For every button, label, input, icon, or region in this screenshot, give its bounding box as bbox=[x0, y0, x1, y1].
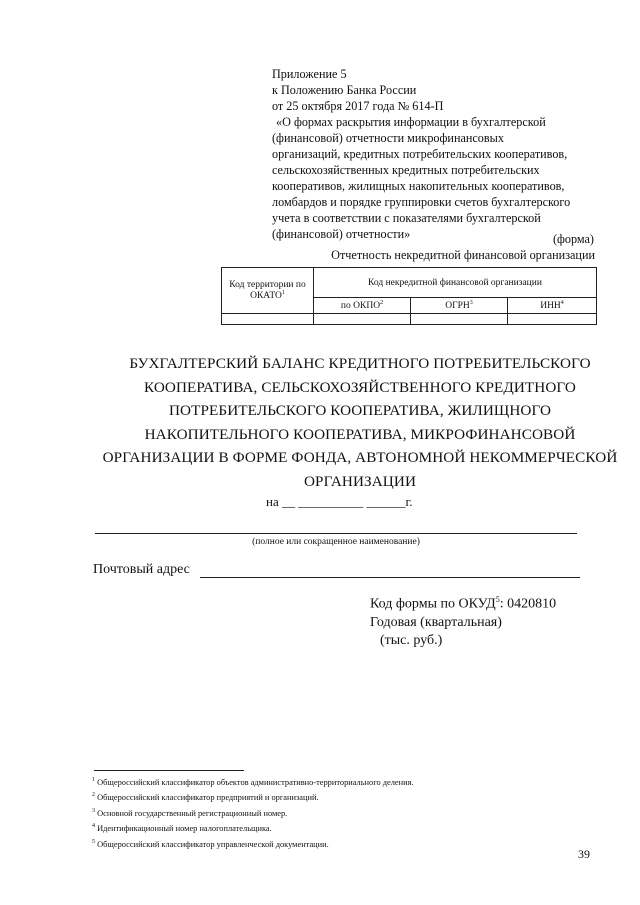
document-title: БУХГАЛТЕРСКИЙ БАЛАНС КРЕДИТНОГО ПОТРЕБИТЕЛЬСКОГО КООПЕРАТИВА, СЕЛЬСКОХОЗЯЙСТВЕННОГО КРЕДИТНОГО ПОТРЕБИТЕЛЬСКОГО КООПЕРАТИВА, ЖИЛИЩНОГО НАКОПИТЕЛЬНОГО КООПЕРАТИВА, МИКРОФИНАНСОВОЙ ОРГАНИЗАЦИИ В ФОРМЕ ФОНДА, АВТОНОМНОЙ НЕКОММЕРЧЕСКОЙ ОРГАНИЗАЦИИ bbox=[102, 355, 618, 490]
header-line: организаций, кредитных потребительских кооперативов, bbox=[272, 147, 568, 161]
footnote-number: 5 bbox=[92, 838, 95, 845]
territory-code-value[interactable] bbox=[222, 314, 314, 325]
header-line: от 25 октября 2017 года № 614-П bbox=[272, 99, 444, 113]
footnote-divider bbox=[94, 770, 244, 771]
okud-label: Код формы по ОКУД bbox=[370, 596, 496, 612]
okud-block bbox=[370, 591, 556, 650]
footnote-number: 4 bbox=[92, 823, 95, 830]
appendix-header bbox=[272, 66, 590, 242]
footnote-text: Идентификационный номер налогоплательщика. bbox=[97, 823, 272, 833]
footnote-number: 1 bbox=[92, 777, 95, 783]
footnote-number: 2 bbox=[92, 792, 95, 799]
footnote-number: 3 bbox=[92, 807, 95, 814]
okpo-label: по ОКПО bbox=[340, 301, 381, 312]
footnote-text: Основной государственный регистрационный номер. bbox=[97, 808, 288, 818]
footnote-ref: 4 bbox=[560, 299, 564, 306]
ogrn-label: ОГРН bbox=[445, 301, 470, 312]
org-name-caption: (полное или сокращенное наименование) bbox=[252, 537, 420, 547]
footnote-ref: 3 bbox=[469, 299, 473, 306]
header-line: к Положению Банка России bbox=[272, 83, 417, 97]
okud-period: Годовая (квартальная) bbox=[370, 614, 502, 630]
footnotes bbox=[92, 774, 414, 851]
org-code-label: Код некредитной финансовой организации bbox=[368, 277, 542, 288]
okpo-cell bbox=[314, 298, 411, 314]
header-line: ломбардов и порядке группировки счетов бухгалтерского bbox=[272, 195, 571, 209]
territory-code-cell bbox=[222, 268, 314, 314]
ogrn-value[interactable] bbox=[411, 314, 508, 325]
inn-value[interactable] bbox=[508, 314, 597, 325]
footnote bbox=[92, 836, 414, 851]
inn-label: ИНН bbox=[540, 301, 561, 312]
codes-table bbox=[221, 267, 597, 325]
footnote-ref: 5 bbox=[495, 595, 500, 604]
footnote bbox=[92, 774, 414, 789]
org-code-cell bbox=[314, 268, 597, 298]
footnote bbox=[92, 789, 414, 804]
okud-value: : 0420810 bbox=[499, 596, 557, 612]
footnote bbox=[92, 805, 414, 820]
report-date-line[interactable]: на __ __________ ______г. bbox=[266, 494, 413, 509]
okpo-value[interactable] bbox=[314, 314, 411, 325]
postal-address-label: Почтовый адрес bbox=[93, 562, 190, 577]
reporting-label: Отчетность некредитной финансовой организации bbox=[331, 248, 595, 262]
footnote-text: Общероссийский классификатор управленческой документации. bbox=[97, 839, 329, 849]
page-number: 39 bbox=[578, 847, 590, 861]
footnote-text: Общероссийский классификатор объектов административно-территориального деления. bbox=[97, 777, 414, 787]
org-name-line[interactable] bbox=[95, 533, 577, 534]
form-label: (форма) bbox=[552, 232, 594, 246]
footnote-ref: 2 bbox=[380, 299, 384, 306]
header-line: «О формах раскрытия информации в бухгалтерской bbox=[276, 115, 546, 129]
okud-units: (тыс. руб.) bbox=[380, 632, 443, 648]
header-line: (финансовой) отчетности» bbox=[272, 227, 411, 241]
header-line: (финансовой) отчетности микрофинансовых bbox=[272, 131, 504, 145]
header-line: сельскохозяйственных кредитных потребительских bbox=[272, 163, 540, 177]
territory-code-label: Код территории по ОКАТО bbox=[229, 279, 306, 302]
footnote-text: Общероссийский классификатор предприятий и организаций. bbox=[97, 793, 319, 803]
footnote bbox=[92, 820, 414, 835]
okud-code-line bbox=[370, 591, 556, 614]
ogrn-cell bbox=[411, 298, 508, 314]
header-line: учета в соответствии с показателями бухгалтерской bbox=[272, 211, 541, 225]
header-line: кооперативов, жилищных накопительных кооперативов, bbox=[272, 179, 565, 193]
postal-address-line[interactable] bbox=[200, 577, 580, 578]
inn-cell bbox=[508, 298, 597, 314]
footnote-ref: 1 bbox=[281, 289, 285, 296]
header-line: Приложение 5 bbox=[272, 67, 347, 81]
